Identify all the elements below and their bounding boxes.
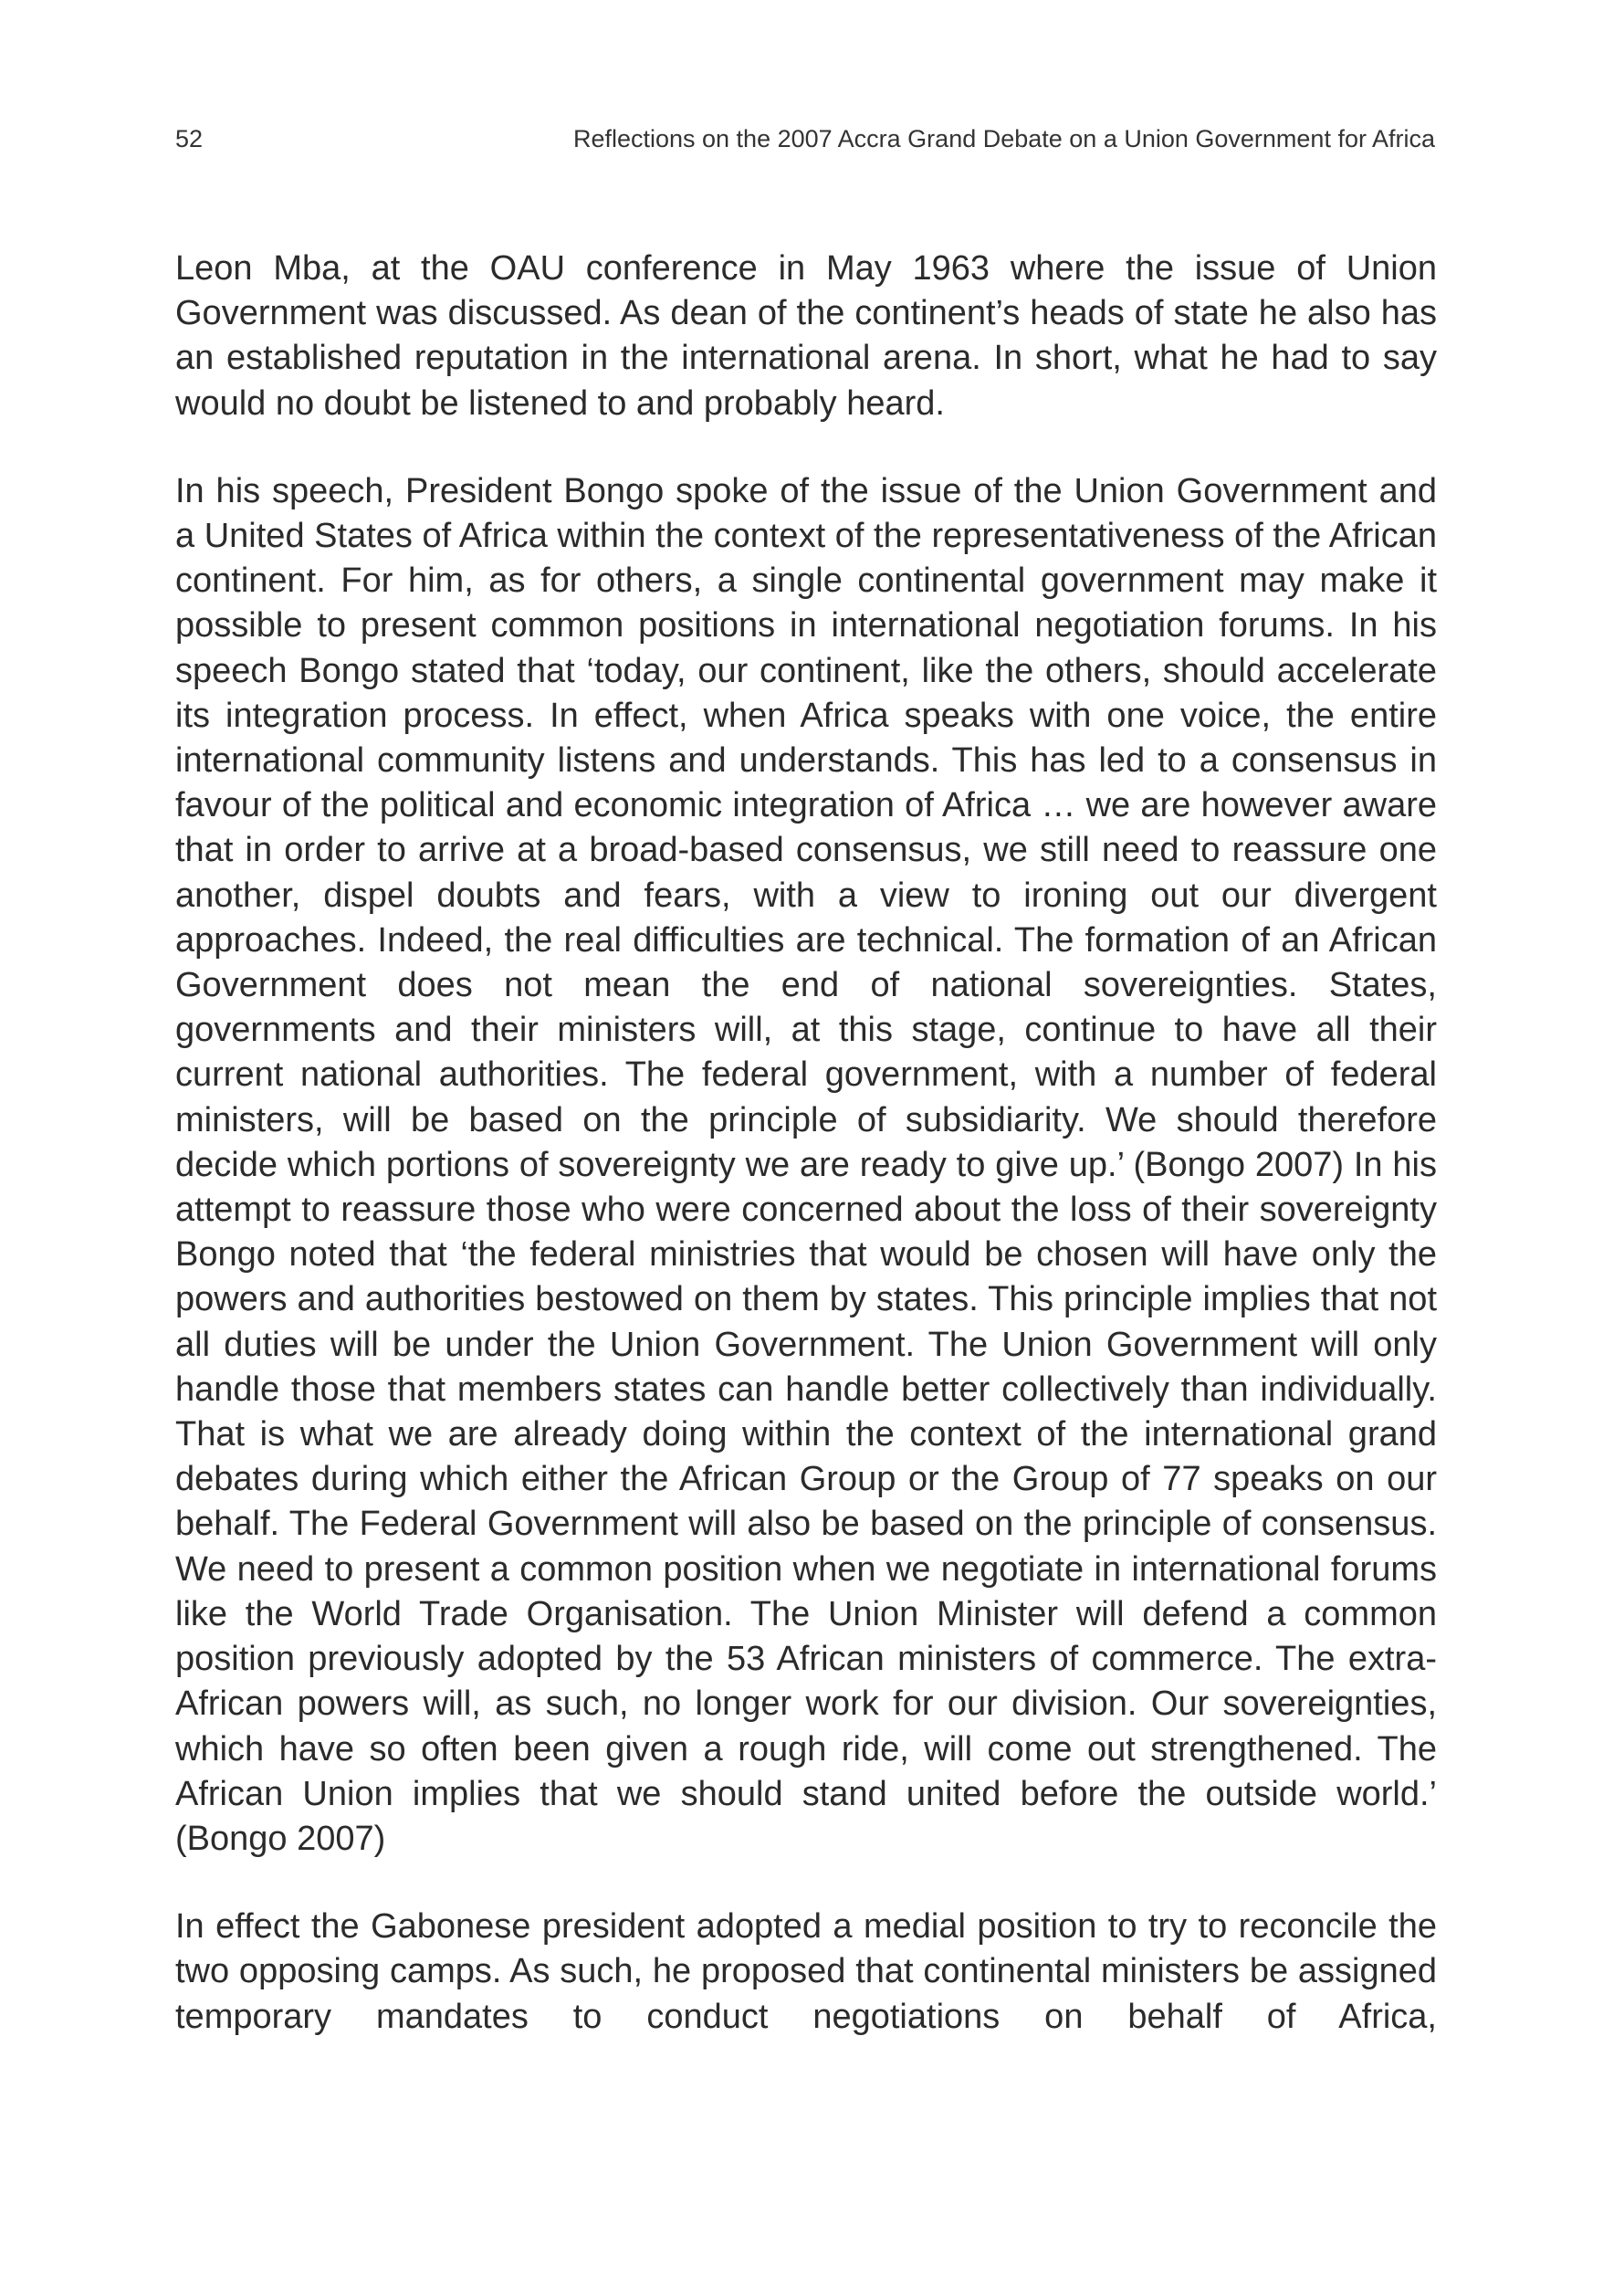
paragraph: In his speech, President Bongo spoke of the issue of the Union Government and a United States of Africa within the context of the representativeness of the African continent. For him, as for others, a single continental government may make it possible to present common positions in international negotiation forums. In his speech Bongo stated that ‘today, our continent, like the others, should accelerate its integration process. In effect, when Africa speaks with one voice, the entire international community listens and understands. This has led to a consensus in favour of the political and economic integration of Africa … we are however aware that in order to arrive at a broad-based consensus, we still need to reassure one another, dispel doubts and fears, with a view to ironing out our divergent approaches. Indeed, the real difficulties are technical. The formation of an African Government does not mean the end of national sovereignties. States, governments and their ministers will, at this stage, continue to have all their current national authorities. The federal government, with a number of federal ministers, will be based on the principle of subsidiarity. We should therefore decide which portions of sovereignty we are ready to give up.’ (Bongo 2007) In his attempt to reassure those who were concerned about the loss of their sovereignty Bongo noted that ‘the federal ministries that would be chosen will have only the powers and authorities bestowed on them by states. This principle implies that not all duties will be under the Union Government. The Union Government will only handle those that members states can handle better collectively than individually. That is what we are already doing within the context of the international grand debates during which either the African Group or the Group of 77 speaks on our behalf. The Federal Government will also be based on the principle of consensus. We need to present a common position when we negotiate in international forums like the World Trade Organisation. The Union Minister will defend a common position previously adopted by the 53 African ministers of commerce. The extra-African powers will, as such, no longer work for our division. Our sovereignties, which have so often been given a rough ride, will come out strengthened. The African Union implies that we should stand united before the outside world.’ (Bongo 2007): [175, 471, 1437, 1858]
page-number: 52: [175, 125, 204, 152]
running-header: [175, 121, 1435, 157]
running-title: Reflections on the 2007 Accra Grand Debate on a Union Government for Africa: [572, 125, 1435, 152]
paragraph: Leon Mba, at the OAU conference in May 1963 where the issue of Union Government was discussed. As dean of the continent’s heads of state he also has an established reputation in the international arena. In short, what he had to say would no doubt be listened to and probably heard.: [175, 249, 1437, 423]
body-text: [175, 247, 1437, 2083]
paragraph: In effect the Gabonese president adopted a medial position to try to reconcile the two opposing camps. As such, he proposed that continental ministers be assigned temporary mandates to conduct negotiations on behalf of Africa,: [175, 1907, 1437, 2036]
